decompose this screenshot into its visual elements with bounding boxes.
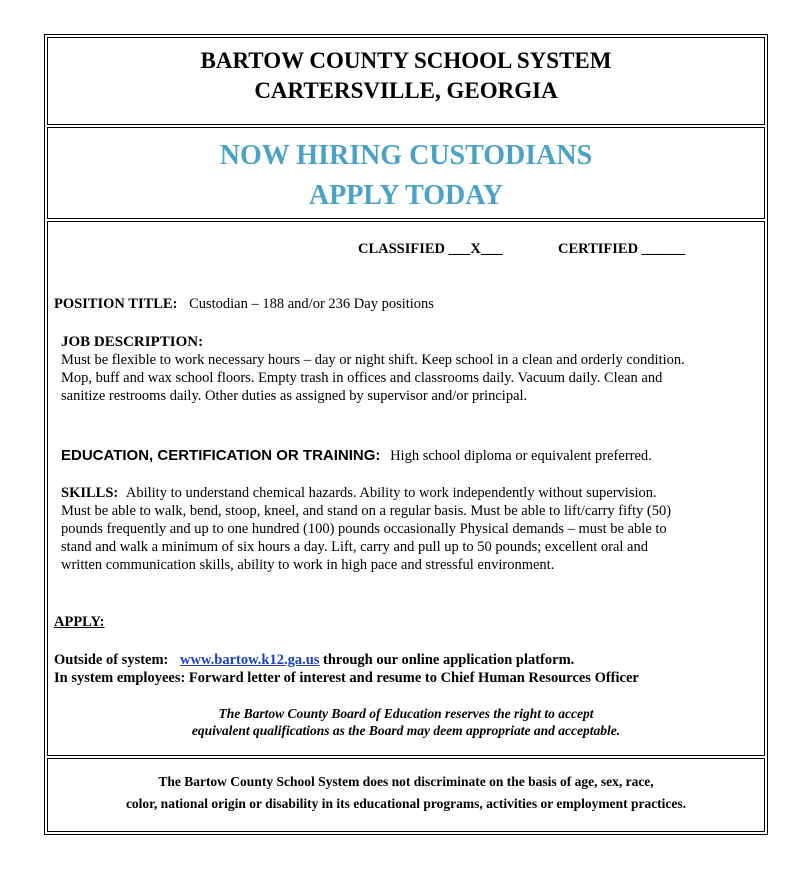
banner-subheadline: APPLY TODAY bbox=[308, 180, 504, 211]
skills-line: stand and walk a minimum of six hours a day. Lift, carry and pull up to 50 pounds; excellent oral and bbox=[61, 539, 648, 555]
header-box bbox=[47, 37, 765, 125]
skills-label: SKILLS: bbox=[61, 485, 119, 501]
skills-line: written communication skills, ability to work in high pace and stressful environment. bbox=[61, 557, 555, 573]
apply-outside-row bbox=[54, 651, 574, 669]
district-name: BARTOW COUNTY SCHOOL SYSTEM bbox=[200, 48, 612, 73]
apply-outside-text: through our online application platform. bbox=[323, 652, 575, 668]
nondiscrimination-line: The Bartow County School System does not discriminate on the basis of age, sex, race, bbox=[158, 774, 654, 789]
classified-field: CLASSIFIED ___X___ bbox=[358, 241, 503, 257]
skills-row bbox=[61, 484, 657, 502]
job-description-line: sanitize restrooms daily. Other duties as assigned by supervisor and/or principal. bbox=[61, 388, 528, 404]
position-title-label: POSITION TITLE: bbox=[54, 296, 178, 312]
reservation-line: The Bartow County Board of Education reserves the right to accept bbox=[218, 706, 594, 721]
document-frame bbox=[44, 34, 768, 835]
apply-inside-row: In system employees: Forward letter of interest and resume to Chief Human Resources Officer bbox=[54, 670, 639, 686]
nondiscrimination-line: color, national origin or disability in its educational programs, activities or employment practices. bbox=[125, 796, 687, 811]
position-title-value: Custodian – 188 and/or 236 Day positions bbox=[189, 296, 434, 312]
position-title-row bbox=[54, 295, 434, 313]
banner-headline: NOW HIRING CUSTODIANS bbox=[219, 140, 593, 171]
banner-box bbox=[47, 127, 765, 219]
apply-label: APPLY: bbox=[54, 614, 105, 630]
apply-outside-label: Outside of system: bbox=[54, 652, 169, 668]
education-value: High school diploma or equivalent preferred. bbox=[390, 448, 652, 464]
skills-line: Must be able to walk, bend, stoop, kneel, and stand on a regular basis. Must be able to lift/carry fifty (50) bbox=[61, 503, 672, 519]
certified-field: CERTIFIED ______ bbox=[558, 241, 686, 257]
skills-first-line: Ability to understand chemical hazards. Ability to work independently without supervision. bbox=[125, 485, 657, 501]
education-label: EDUCATION, CERTIFICATION OR TRAINING: bbox=[61, 447, 381, 464]
job-description-line: Must be flexible to work necessary hours – day or night shift. Keep school in a clean and orderly condition. bbox=[61, 352, 685, 368]
application-link[interactable]: www.bartow.k12.ga.us bbox=[180, 652, 320, 668]
footer-box bbox=[47, 758, 765, 832]
reservation-line: equivalent qualifications as the Board may deem appropriate and acceptable. bbox=[191, 723, 621, 738]
education-row bbox=[61, 447, 652, 465]
job-description-label: JOB DESCRIPTION: bbox=[61, 334, 204, 350]
job-description-line: Mop, buff and wax school floors. Empty trash in offices and classrooms daily. Vacuum daily. Clean and bbox=[61, 370, 663, 386]
job-details-box bbox=[47, 221, 765, 756]
district-location: CARTERSVILLE, GEORGIA bbox=[254, 78, 558, 103]
skills-line: pounds frequently and up to one hundred (100) pounds occasionally Physical demands – must be able to bbox=[61, 521, 667, 537]
